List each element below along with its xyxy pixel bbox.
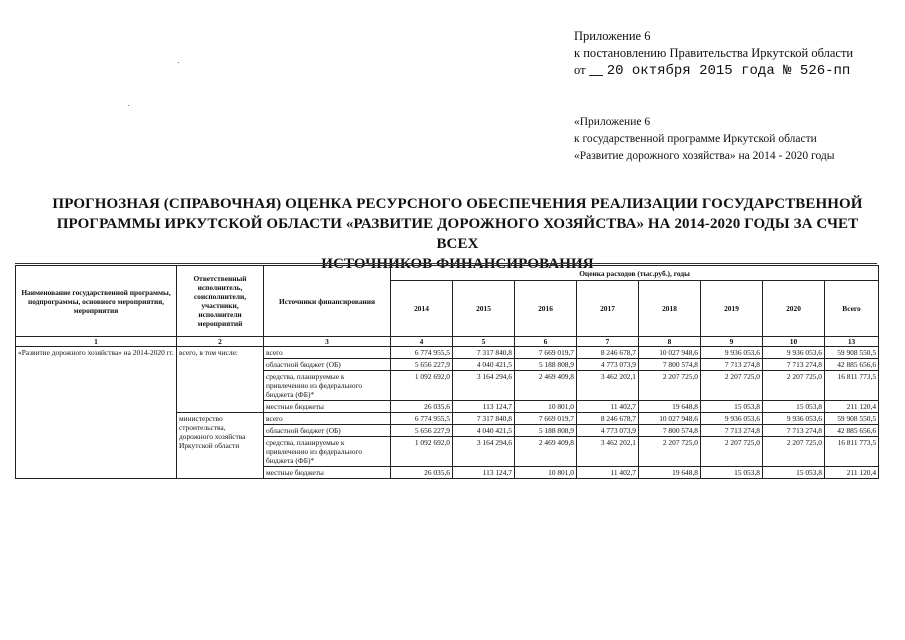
value-cell: 15 053,8: [701, 401, 763, 413]
annex-reference: к постановлению Правительства Иркутской области: [574, 46, 854, 60]
title-line-1: ПРОГНОЗНАЯ (СПРАВОЧНАЯ) ОЦЕНКА РЕСУРСНОГО ОБЕСПЕЧЕНИЯ РЕАЛИЗАЦИИ ГОСУДАРСТВЕННОЙ: [52, 196, 863, 212]
annex-title: Приложение 6: [574, 29, 651, 43]
value-cell: 7 317 840,8: [453, 347, 515, 359]
executor-cell: министерство строительства, дорожного хозяйства Иркутской области: [177, 413, 264, 479]
value-cell: 7 669 019,7: [515, 347, 577, 359]
column-index: 8: [639, 337, 701, 347]
value-cell: 5 188 808,9: [515, 425, 577, 437]
value-cell: 8 246 678,7: [577, 347, 639, 359]
value-cell: 8 246 678,7: [577, 413, 639, 425]
year-header: 2014: [391, 281, 453, 337]
source-cell: средства, планируемые к привлечению из федерального бюджета (ФБ)*: [264, 437, 391, 467]
value-cell: 4 773 073,9: [577, 359, 639, 371]
annex-program-reference: к государственной программе Иркутской области: [574, 133, 817, 145]
value-cell: 6 774 955,5: [391, 413, 453, 425]
value-cell: 26 035,6: [391, 401, 453, 413]
total-cell: 16 811 773,5: [825, 371, 879, 401]
value-cell: 10 801,0: [515, 467, 577, 479]
program-name-cell: «Развитие дорожного хозяйства» на 2014-2020 гг.: [16, 347, 177, 479]
value-cell: 7 713 274,8: [763, 359, 825, 371]
column-index: 7: [577, 337, 639, 347]
value-cell: 9 936 053,6: [763, 413, 825, 425]
value-cell: 7 713 274,8: [763, 425, 825, 437]
value-cell: 3 164 294,6: [453, 437, 515, 467]
title-line-3: ИСТОЧНИКОВ ФИНАНСИРОВАНИЯ: [321, 256, 594, 272]
value-cell: 2 207 725,0: [701, 371, 763, 401]
scan-speck: [178, 62, 179, 63]
total-cell: 59 908 550,5: [825, 347, 879, 359]
year-header: 2016: [515, 281, 577, 337]
value-cell: 3 462 202,1: [577, 371, 639, 401]
value-cell: 3 462 202,1: [577, 437, 639, 467]
column-index: 10: [763, 337, 825, 347]
column-index: 2: [177, 337, 264, 347]
total-cell: 42 885 656,6: [825, 359, 879, 371]
value-cell: 2 469 409,8: [515, 371, 577, 401]
total-cell: 42 885 656,6: [825, 425, 879, 437]
value-cell: 7 669 019,7: [515, 413, 577, 425]
source-cell: средства, планируемые к привлечению из федерального бюджета (ФБ)*: [264, 371, 391, 401]
value-cell: 7 800 574,8: [639, 425, 701, 437]
value-cell: 2 207 725,0: [763, 371, 825, 401]
financing-table: [15, 265, 879, 479]
value-cell: 19 648,8: [639, 401, 701, 413]
value-cell: 2 207 725,0: [763, 437, 825, 467]
value-cell: 15 053,8: [763, 467, 825, 479]
executor-cell: всего, в том числе:: [177, 347, 264, 413]
col-header-sources: Источники финансирования: [264, 266, 391, 337]
value-cell: 15 053,8: [701, 467, 763, 479]
column-index: 3: [264, 337, 391, 347]
value-cell: 5 656 227,9: [391, 359, 453, 371]
col-header-estimate: Оценка расходов (тыс.руб.), годы: [391, 266, 879, 281]
source-cell: всего: [264, 347, 391, 359]
scan-speck: [128, 105, 129, 106]
value-cell: 9 936 053,6: [701, 347, 763, 359]
annex-date-line: [574, 62, 853, 80]
value-cell: 2 207 725,0: [639, 371, 701, 401]
table-header-row: [16, 266, 879, 281]
annex-header: [574, 28, 853, 80]
total-cell: 211 120,4: [825, 401, 879, 413]
source-cell: областной бюджет (ОБ): [264, 359, 391, 371]
value-cell: 7 713 274,8: [701, 425, 763, 437]
column-index: 6: [515, 337, 577, 347]
column-index: 5: [453, 337, 515, 347]
col-header-name: Наименование государственной программы, подпрограммы, основного мероприятия, мероприятия: [16, 266, 177, 337]
total-cell: 16 811 773,5: [825, 437, 879, 467]
value-cell: 113 124,7: [453, 401, 515, 413]
value-cell: 2 207 725,0: [701, 437, 763, 467]
year-header: 2018: [639, 281, 701, 337]
source-cell: областной бюджет (ОБ): [264, 425, 391, 437]
value-cell: 15 053,8: [763, 401, 825, 413]
value-cell: 4 040 421,5: [453, 425, 515, 437]
value-cell: 4 773 073,9: [577, 425, 639, 437]
value-cell: 9 936 053,6: [701, 413, 763, 425]
column-index: 9: [701, 337, 763, 347]
value-cell: 9 936 053,6: [763, 347, 825, 359]
table-frame-line: [15, 263, 877, 264]
value-cell: 19 648,8: [639, 467, 701, 479]
document-title: [40, 194, 875, 274]
value-cell: 6 774 955,5: [391, 347, 453, 359]
value-cell: 10 027 948,6: [639, 347, 701, 359]
value-cell: 7 713 274,8: [701, 359, 763, 371]
value-cell: 5 656 227,9: [391, 425, 453, 437]
annex-program-name: «Развитие дорожного хозяйства» на 2014 - 2020 годы: [574, 150, 835, 162]
annex-program-header: [574, 114, 834, 165]
column-index: 13: [825, 337, 879, 347]
value-cell: 11 402,7: [577, 401, 639, 413]
col-header-responsible: Ответственный исполнитель, соисполнители, участники, исполнители мероприятий: [177, 266, 264, 337]
column-index: 1: [16, 337, 177, 347]
value-cell: 1 092 692,0: [391, 371, 453, 401]
value-cell: 4 040 421,5: [453, 359, 515, 371]
value-cell: 7 800 574,8: [639, 359, 701, 371]
annex-date-prefix: от: [574, 63, 586, 77]
total-header: Всего: [825, 281, 879, 337]
value-cell: 5 188 808,9: [515, 359, 577, 371]
total-cell: 59 908 550,5: [825, 413, 879, 425]
title-line-2: ПРОГРАММЫ ИРКУТСКОЙ ОБЛАСТИ «РАЗВИТИЕ ДОРОЖНОГО ХОЗЯЙСТВА» НА 2014-2020 ГОДЫ ЗА СЧЕТ ВСЕХ: [56, 216, 859, 252]
annex-program-title: «Приложение 6: [574, 116, 651, 128]
value-cell: 1 092 692,0: [391, 437, 453, 467]
year-header: 2020: [763, 281, 825, 337]
value-cell: 7 317 840,8: [453, 413, 515, 425]
year-header: 2017: [577, 281, 639, 337]
year-header: 2015: [453, 281, 515, 337]
total-cell: 211 120,4: [825, 467, 879, 479]
value-cell: 11 402,7: [577, 467, 639, 479]
value-cell: 2 469 409,8: [515, 437, 577, 467]
value-cell: 2 207 725,0: [639, 437, 701, 467]
year-header: 2019: [701, 281, 763, 337]
annex-date-underline: [589, 63, 603, 76]
source-cell: местные бюджеты: [264, 467, 391, 479]
table-row: [16, 347, 879, 359]
value-cell: 3 164 294,6: [453, 371, 515, 401]
column-index: 4: [391, 337, 453, 347]
value-cell: 26 035,6: [391, 467, 453, 479]
column-index-row: [16, 337, 879, 347]
value-cell: 113 124,7: [453, 467, 515, 479]
annex-date-value: 20 октября 2015 года № 526-пп: [606, 63, 851, 79]
value-cell: 10 801,0: [515, 401, 577, 413]
source-cell: местные бюджеты: [264, 401, 391, 413]
value-cell: 10 027 948,6: [639, 413, 701, 425]
source-cell: всего: [264, 413, 391, 425]
